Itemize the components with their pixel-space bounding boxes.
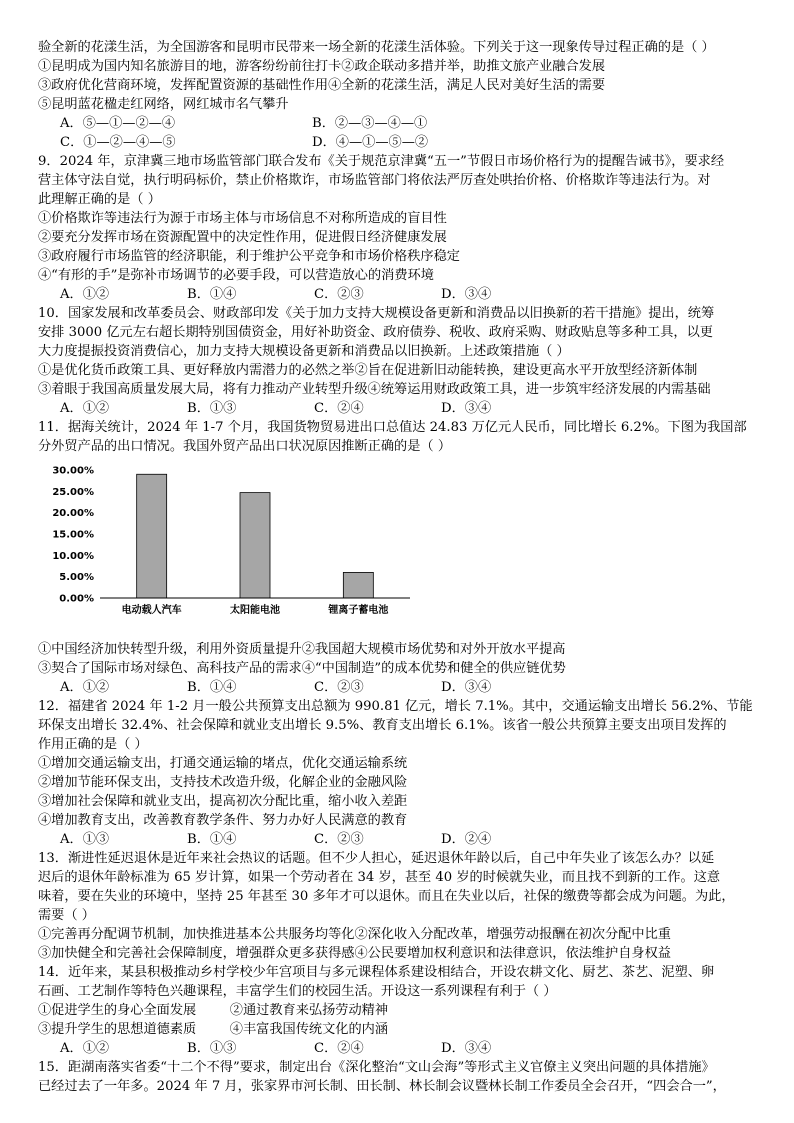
question-text: 此理解正确的是（ ） bbox=[38, 192, 161, 207]
option-b: B．①④ bbox=[187, 832, 237, 847]
exam-page bbox=[38, 38, 766, 1096]
statement: ③政府履行市场监管的经济职能，利于维护公平竞争和市场价格秩序稳定 bbox=[38, 249, 460, 264]
question-10 bbox=[38, 304, 766, 418]
x-category-label: 锂离子蓄电池 bbox=[328, 605, 389, 616]
y-tick-label: 25.00% bbox=[52, 486, 94, 498]
question-text: 作用正确的是（ ） bbox=[38, 737, 148, 752]
question-text: 大力度提振投资消费信心，加力支持大规模设备更新和消费品以旧换新。上述政策措施（ ） bbox=[38, 344, 570, 359]
answer-options bbox=[38, 678, 766, 697]
statement: ③政府优化营商环境，发挥配置资源的基础性作用④全新的花漾生活，满足人民对美好生活的需要 bbox=[38, 78, 606, 93]
answer-options bbox=[38, 399, 766, 418]
option-d: D．②④ bbox=[441, 832, 492, 847]
option-d: D．③④ bbox=[441, 287, 492, 302]
question-text: 味着，要在失业的环境中，坚持 25 年甚至 30 多年才可以退休。而且在失业以后，社保的缴费等都会成为问题。为此， bbox=[38, 889, 735, 904]
bar bbox=[343, 572, 373, 598]
option-c: C．②③ bbox=[314, 680, 364, 695]
question-8 bbox=[38, 38, 766, 152]
question-text: 需要（ ） bbox=[38, 908, 95, 923]
option-d: D．③④ bbox=[441, 1041, 492, 1056]
question-text: 15．距湖南落实省委“十二个不得”要求，制定出台《深化整治“文山会海”等形式主义官僚主义突出问题的具体措施》 bbox=[38, 1060, 715, 1075]
statement: ①完善再分配调节机制，加快推进基本公共服务均等化②深化收入分配改革，增强劳动报酬在初次分配中比重 bbox=[38, 927, 671, 942]
y-tick-label: 5.00% bbox=[59, 572, 94, 584]
option-b: B．②—③—④—① bbox=[312, 116, 428, 131]
answer-options bbox=[38, 830, 766, 849]
question-11 bbox=[38, 418, 766, 697]
statement: ①促进学生的身心全面发展 ②通过教育来弘扬劳动精神 bbox=[38, 1003, 389, 1018]
statement: ①中国经济加快转型升级，利用外资质量提升②我国超大规模市场优势和对外开放水平提高 bbox=[38, 642, 566, 657]
question-text: 验全新的花漾生活，为全国游客和昆明市民带来一场全新的花漾生活体验。下列关于这一现象传导过程正确的是（ ） bbox=[38, 40, 715, 55]
answer-options bbox=[38, 1039, 766, 1058]
y-tick-label: 30.00% bbox=[52, 465, 94, 477]
option-b: B．①④ bbox=[187, 287, 237, 302]
bar bbox=[137, 474, 167, 598]
y-tick-label: 0.00% bbox=[59, 593, 94, 605]
statement: ③着眼于我国高质量发展大局，将有力推动产业转型升级④统筹运用财政政策工具，进一步筑牢经济发展的内需基础 bbox=[38, 382, 711, 397]
statement: ⑤昆明蓝花楹走红网络，网红城市名气攀升 bbox=[38, 97, 289, 112]
export-bar-chart bbox=[38, 462, 766, 640]
question-text: 14．近年来，某县积极推动乡村学校少年宫项目与多元课程体系建设相结合，开设农耕文化、厨艺、茶艺、泥塑、卵 bbox=[38, 965, 715, 980]
statement: ②要充分发挥市场在资源配置中的决定性作用，促进假日经济健康发展 bbox=[38, 230, 447, 245]
option-a: A．⑤—①—②—④ bbox=[60, 116, 176, 131]
question-text: 已经过去了一年多。2024 年 7 月，张家界市河长制、田长制、林长制会议暨林长制工作委员全会召开，“四会合一”， bbox=[38, 1079, 726, 1094]
question-13 bbox=[38, 849, 766, 963]
statement: ③提升学生的思想道德素质 ④丰富我国传统文化的内涵 bbox=[38, 1022, 389, 1037]
option-b: B．①③ bbox=[187, 1041, 237, 1056]
question-text: 石画、工艺制作等特色兴趣课程，丰富学生们的校园生活。开设这一系列课程有利于（ ） bbox=[38, 984, 557, 999]
statement: ④“有形的手”是弥补市场调节的必要手段，可以营造放心的消费环境 bbox=[38, 268, 434, 283]
bar-chart-svg bbox=[38, 462, 418, 640]
option-d: D．④—①—⑤—② bbox=[312, 135, 429, 150]
question-text: 12．福建省 2024 年 1-2 月一般公共预算支出总额为 990.81 亿元，增长 7.1%。其中，交通运输支出增长 56.2%、节能 bbox=[38, 699, 753, 714]
answer-options bbox=[38, 285, 766, 304]
question-text: 11．据海关统计，2024 年 1-7 个月，我国货物贸易进出口总值达 24.83 万亿元人民币，同比增长 6.2%。下图为我国部 bbox=[38, 420, 747, 435]
question-9 bbox=[38, 152, 766, 304]
question-15 bbox=[38, 1058, 766, 1096]
question-text: 分外贸产品的出口情况。我国外贸产品出口状况原因推断正确的是（ ） bbox=[38, 439, 452, 454]
option-a: A．①② bbox=[60, 680, 110, 695]
question-text: 迟后的退休年龄标准为 65 岁计算，如果一个劳动者在 34 岁，甚至 40 岁的时候就失业，而且找不到新的工作。这意 bbox=[38, 870, 721, 885]
question-14 bbox=[38, 963, 766, 1058]
option-a: A．①② bbox=[60, 1041, 110, 1056]
option-c: C．①—②—④—⑤ bbox=[60, 135, 176, 150]
question-text: 营主体守法自觉，执行明码标价，禁止价格欺诈，市场监管部门将依法严厉查处哄抬价格、价格欺诈等违法行为。对 bbox=[38, 173, 711, 188]
option-a: A．①② bbox=[60, 287, 110, 302]
question-text: 安排 3000 亿元左右超长期特别国债资金，用好补助资金、政府债券、税收、政府采购、财政贴息等多种工具，以更 bbox=[38, 325, 713, 340]
bar bbox=[240, 493, 270, 598]
option-d: D．③④ bbox=[441, 680, 492, 695]
statement: ③增加社会保障和就业支出，提高初次分配比重，缩小收入差距 bbox=[38, 794, 408, 809]
statement: ②增加节能环保支出，支持技术改造升级，化解企业的金融风险 bbox=[38, 775, 408, 790]
y-tick-label: 15.00% bbox=[52, 529, 94, 541]
option-c: C．②④ bbox=[314, 401, 364, 416]
statement: ④增加教育支出，改善教育教学条件、努力办好人民满意的教育 bbox=[38, 813, 408, 828]
option-b: B．①③ bbox=[187, 401, 237, 416]
statement: ①是优化货币政策工具、更好释放内需潜力的必然之举②旨在促进新旧动能转换，建设更高水平开放型经济新体制 bbox=[38, 363, 698, 378]
option-c: C．②③ bbox=[314, 287, 364, 302]
option-b: B．①④ bbox=[187, 680, 237, 695]
question-text: 13．渐进性延迟退休是近年来社会热议的话题。但不少人担心，延迟退休年龄以后，自己中年失业了该怎么办？以延 bbox=[38, 851, 715, 866]
option-a: A．①② bbox=[60, 401, 110, 416]
y-tick-label: 10.00% bbox=[52, 550, 94, 562]
option-d: D．③④ bbox=[441, 401, 492, 416]
question-text: 环保支出增长 32.4%、社会保障和就业支出增长 9.5%、教育支出增长 6.1%。该省一般公共预算主要支出项目发挥的 bbox=[38, 718, 727, 733]
statement: ①增加交通运输支出，打通交通运输的堵点，优化交通运输系统 bbox=[38, 756, 408, 771]
option-c: C．②③ bbox=[314, 832, 364, 847]
x-category-label: 电动载人汽车 bbox=[121, 605, 182, 616]
option-a: A．①③ bbox=[60, 832, 110, 847]
answer-options bbox=[38, 114, 766, 133]
statement: ③加快健全和完善社会保障制度，增强群众更多获得感④公民要增加权利意识和法律意识，依法维护自身权益 bbox=[38, 946, 671, 961]
question-text: 10．国家发展和改革委员会、财政部印发《关于加力支持大规模设备更新和消费品以旧换新的若干措施》提出，统筹 bbox=[38, 306, 715, 321]
question-12 bbox=[38, 697, 766, 849]
statement: ③契合了国际市场对绿色、高科技产品的需求④“中国制造”的成本优势和健全的供应链优势 bbox=[38, 661, 566, 676]
answer-options bbox=[38, 133, 766, 152]
y-tick-label: 20.00% bbox=[52, 508, 94, 520]
statement: ①价格欺诈等违法行为源于市场主体与市场信息不对称所造成的盲目性 bbox=[38, 211, 447, 226]
statement: ①昆明成为国内知名旅游目的地，游客纷纷前往打卡②政企联动多措并举，助推文旅产业融合发展 bbox=[38, 59, 606, 74]
x-category-label: 太阳能电池 bbox=[230, 605, 280, 616]
question-text: 9．2024 年，京津冀三地市场监管部门联合发布《关于规范京津冀“五一”节假日市场价格行为的提醒告诫书》，要求经 bbox=[38, 154, 725, 169]
option-c: C．②④ bbox=[314, 1041, 364, 1056]
